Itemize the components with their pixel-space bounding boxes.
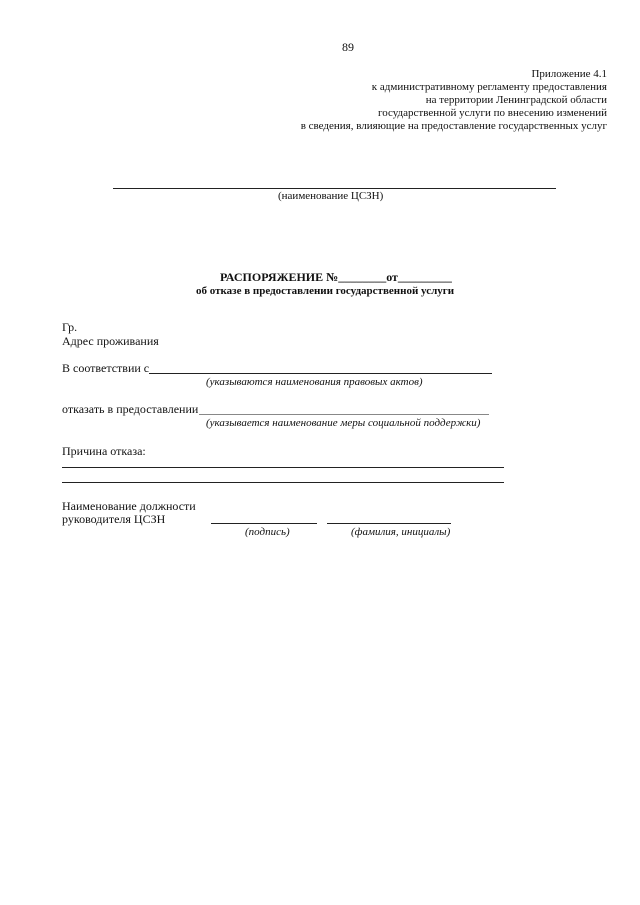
appendix-line: в сведения, влияющие на предоставление государственных услуг <box>300 120 607 132</box>
appendix-line: Приложение 4.1 <box>531 68 607 80</box>
signature-hint: (подпись) <box>245 526 290 538</box>
page-number: 89 <box>342 40 354 54</box>
refuse-label: отказать в предоставлении <box>62 402 199 416</box>
document-title: РАСПОРЯЖЕНИЕ №________от_________ <box>220 270 452 284</box>
appendix-line: на территории Ленинградской области <box>425 94 607 106</box>
organization-caption: (наименование ЦСЗН) <box>278 190 384 202</box>
signature-line[interactable] <box>211 523 317 524</box>
name-line[interactable] <box>327 523 451 524</box>
appendix-header <box>301 68 607 133</box>
address-label: Адрес проживания <box>62 334 159 348</box>
position-title-line-1: Наименование должности <box>62 499 196 513</box>
refuse-hint: (указывается наименование меры социальной поддержки) <box>206 417 481 429</box>
accordance-label: В соответствии с <box>62 361 150 375</box>
name-hint: (фамилия, инициалы) <box>351 526 451 538</box>
citizen-label: Гр. <box>62 320 78 334</box>
refuse-field-line[interactable] <box>199 414 489 415</box>
organization-name-line <box>113 188 556 189</box>
appendix-line: государственной услуги по внесению изменений <box>377 107 607 119</box>
accordance-hint: (указываются наименования правовых актов) <box>206 376 423 388</box>
appendix-line: к административному регламенту предоставления <box>371 81 607 93</box>
reason-line-1[interactable] <box>62 467 504 468</box>
position-title-line-2: руководителя ЦСЗН <box>62 512 166 526</box>
reason-line-2[interactable] <box>62 482 504 483</box>
reason-label: Причина отказа: <box>62 444 146 458</box>
document-subtitle: об отказе в предоставлении государственной услуги <box>196 285 455 297</box>
accordance-field-line[interactable] <box>149 373 492 374</box>
